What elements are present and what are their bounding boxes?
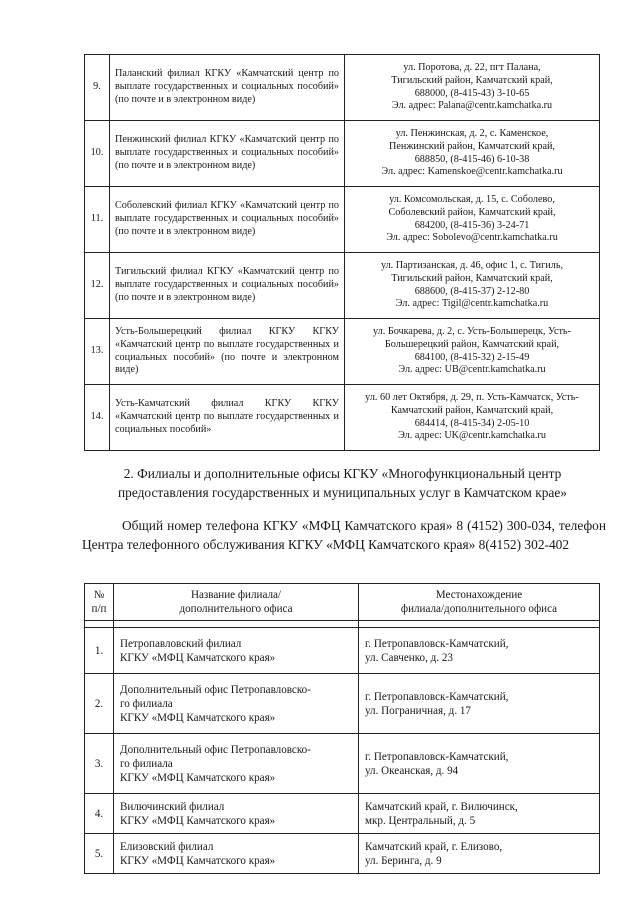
header-text: филиала/дополнительного офиса [400,603,558,615]
heading-line: 2. Филиалы и дополнительные офисы КГКУ «Многофункциональный центр [123,466,562,481]
spacer-cell [114,621,359,628]
filial-name: Пенжинский филиал КГКУ «Камчатский центр по выплате государственных и социальных пособий» (по почте и в электронном виде) [110,121,345,187]
address-line: ул. Партизанская, д. 46, офис 1, с. Тигиль, [380,259,564,271]
address-line: г. Петропавловск-Камчатский, [365,690,509,703]
table-row [85,187,600,253]
office-name [114,794,359,834]
name-line: Дополнительный офис Петропавловско- [120,743,311,756]
name-line: КГКУ «МФЦ Камчатского края» [120,854,276,867]
address-line: ул. Океанская, д. 94 [365,764,459,777]
name-line: Петропавловский филиал [120,637,242,650]
row-number: 14. [85,385,110,451]
column-header-name [114,584,359,621]
filial-address [345,319,600,385]
office-address [359,734,600,794]
name-line: КГКУ «МФЦ Камчатского края» [120,711,276,724]
address-line: Большерецкий район, Камчатский край, [384,338,560,350]
row-number: 2. [85,674,114,734]
table-row [85,734,600,794]
table-row [85,385,600,451]
address-line: мкр. Центральный, д. 5 [365,814,476,827]
filials-table-continued [84,54,600,451]
address-line: Камчатский район, Камчатский край, [390,404,554,416]
address-line: ул. Беринга, д. 9 [365,854,442,867]
address-line: г. Петропавловск-Камчатский, [365,750,509,763]
name-line: КГКУ «МФЦ Камчатского края» [120,651,276,664]
address-line: ул. Поротова, д. 22, пгт Палана, [403,61,541,73]
table-row [85,628,600,674]
filial-name: Паланский филиал КГКУ «Камчатский центр по выплате государственных и социальных пособий» (по почте и в электронном виде) [110,55,345,121]
table-row [85,674,600,734]
row-number: 1. [85,628,114,674]
row-number: 10. [85,121,110,187]
address-line: Соболевский район, Камчатский край, [388,206,556,218]
filial-name: Соболевский филиал КГКУ «Камчатский центр по выплате государственных и социальных пособий» (по почте и в электронном виде) [110,187,345,253]
email-line: Эл. адрес: Palana@centr.kamchatka.ru [391,100,553,112]
office-address [359,834,600,874]
office-name [114,734,359,794]
phone-paragraph: Общий номер телефона КГКУ «МФЦ Камчатского края» 8 (4152) 300-034, телефон Центра телефонного обслуживания КГКУ «МФЦ Камчатского края» 8(4152) 302-402 [82,518,606,552]
table-header-row [85,584,600,621]
filial-name: Тигильский филиал КГКУ «Камчатский центр по выплате государственных и социальных пособий» (по почте и в электронном виде) [110,253,345,319]
filial-name: Усть-Камчатский филиал КГКУ КГКУ «Камчатский центр по выплате государственных и социальных пособий» [110,385,345,451]
address-line: Тигильский район, Камчатский край, [391,74,553,86]
address-line: ул. Комсомольская, д. 15, с. Соболево, [389,193,555,205]
table-row [85,794,600,834]
email-line: Эл. адрес: Kamenskoe@centr.kamchatka.ru [381,166,563,178]
office-address [359,674,600,734]
name-line: го филиала [120,697,173,710]
address-line: 688000, (8-415-43) 3-10-65 [414,87,530,99]
spacer-cell [85,621,114,628]
address-line: ул. 60 лет Октября, д. 29, п. Усть-Камчатск, Усть- [365,391,579,403]
row-number: 3. [85,734,114,794]
filial-address [345,121,600,187]
address-line: 684200, (8-415-36) 3-24-71 [414,219,530,231]
email-line: Эл. адрес: Tigil@centr.kamchatka.ru [395,298,549,310]
address-line: ул. Пограничная, д. 17 [365,704,471,717]
email-line: Эл. адрес: UK@centr.kamchatka.ru [398,430,546,442]
heading-line: предоставления государственных и муниципальных услуг в Камчатском крае» [117,485,568,500]
email-line: Эл. адрес: UB@centr.kamchatka.ru [398,364,546,376]
office-address [359,794,600,834]
address-line: ул. Савченко, д. 23 [365,651,453,664]
office-name [114,834,359,874]
address-line: Пенжинский район, Камчатский край, [389,140,555,152]
row-number: 13. [85,319,110,385]
office-address [359,628,600,674]
column-header-address [359,584,600,621]
table-row [85,253,600,319]
table-row [85,121,600,187]
filial-address [345,55,600,121]
header-text: № [93,589,105,601]
header-text: Местонахождение [435,589,523,601]
filial-address [345,385,600,451]
address-line: 684100, (8-415-32) 2-15-49 [414,351,530,363]
name-line: Дополнительный офис Петропавловско- [120,683,311,696]
email-line: Эл. адрес: Sobolevo@centr.kamchatka.ru [386,232,558,244]
row-number: 4. [85,794,114,834]
table-row [85,319,600,385]
name-line: КГКУ «МФЦ Камчатского края» [120,771,276,784]
row-number: 9. [85,55,110,121]
row-number: 11. [85,187,110,253]
address-line: г. Петропавловск-Камчатский, [365,637,509,650]
address-line: Камчатский край, г. Елизово, [365,840,503,853]
address-line: 688600, (8-415-37) 2-12-80 [414,285,530,297]
row-number: 12. [85,253,110,319]
header-text: п/п [91,603,107,615]
section-heading [80,464,605,502]
filial-address [345,253,600,319]
office-name [114,628,359,674]
address-line: ул. Пенжинская, д. 2, с. Каменское, [395,127,549,139]
row-number: 5. [85,834,114,874]
filial-address [345,187,600,253]
spacer-row [85,621,600,628]
mfc-filials-table [84,583,600,874]
name-line: Елизовский филиал [120,840,214,853]
office-name [114,674,359,734]
address-line: Камчатский край, г. Вилючинск, [365,800,518,813]
address-line: 688850, (8-415-46) 6-10-38 [414,153,530,165]
name-line: Вилючинский филиал [120,800,225,813]
name-line: КГКУ «МФЦ Камчатского края» [120,814,276,827]
table-row [85,834,600,874]
address-line: Тигильский район, Камчатский край, [391,272,553,284]
name-line: го филиала [120,757,173,770]
header-text: дополнительного офиса [179,603,293,615]
column-header-number [85,584,114,621]
filial-name: Усть-Большерецкий филиал КГКУ КГКУ «Камчатский центр по выплате государственных и социальных пособий» (по почте и электронном виде) [110,319,345,385]
spacer-cell [359,621,600,628]
table-row [85,55,600,121]
header-text: Название филиала/ [190,589,282,601]
address-line: ул. Бочкарева, д. 2, с. Усть-Большерецк, Усть- [373,325,571,337]
address-line: 684414, (8-415-34) 2-05-10 [414,417,530,429]
